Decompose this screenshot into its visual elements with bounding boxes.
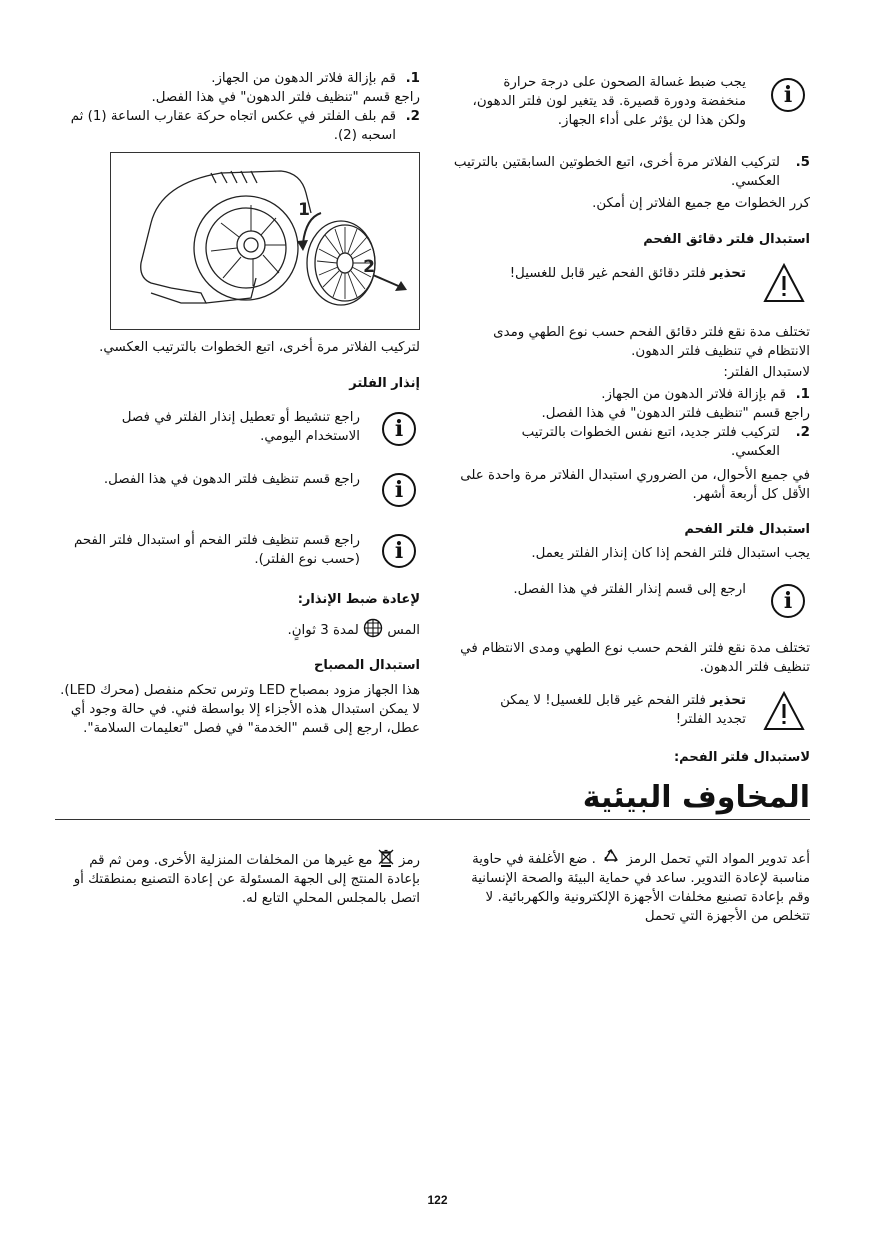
step-number: 1. bbox=[405, 71, 420, 86]
step-text: لتركيب فلتر جديد، اتبع نفس الخطوات بالترتيب العكسي. bbox=[521, 425, 780, 459]
env-weee-text bbox=[55, 848, 420, 908]
right-step-5 bbox=[448, 153, 810, 191]
env-text-part: أعد تدوير المواد التي تحمل الرمز bbox=[626, 852, 810, 867]
info-icon: i bbox=[382, 473, 416, 507]
repeat-text: كرر الخطوات مع جميع الفلاتر إن أمكن. bbox=[592, 196, 810, 211]
filter-touch-icon bbox=[363, 618, 383, 638]
left-step-2 bbox=[55, 107, 420, 145]
carbon-text: يجب استبدال فلتر الفحم إذا كان إنذار الفلتر يعمل. bbox=[531, 546, 810, 561]
env-text-part: رمز bbox=[398, 853, 420, 868]
env-text-part: مع غيرها من المخلفات المنزلية الأخرى. ومن ثم قم بإعادة المنتج إلى الجهة المسئولة عن إعادة التصنيع بمنطقتك أو اتصل بالمجلس المحلي التابع له. bbox=[73, 853, 420, 906]
info-icon: i bbox=[771, 78, 805, 112]
lamp-text: هذا الجهاز مزود بمصباح LED وترس تحكم منفصل (محرك LED). لا يمكن استبدال هذه الأجزاء إلا بواسطة فني. في حالة وجود أي عطل، ارجع إلى قسم "الخدمة" في فصل "تعليمات السلامة". bbox=[60, 683, 420, 736]
environment-title: المخاوف البيئية bbox=[582, 780, 810, 815]
efficacy-text-1: تختلف مدة نقع فلتر دقائق الفحم حسب نوع الطهي ومدى الانتظام في تنظيف فلتر الدهون. bbox=[493, 325, 810, 359]
warning-icon bbox=[763, 691, 805, 731]
reset-alarm-text bbox=[55, 618, 420, 640]
left-step-list bbox=[55, 69, 420, 145]
recycle-icon bbox=[600, 848, 622, 866]
efficacy-text-2: تختلف مدة نقع فلتر الفحم حسب نوع الطهي ومدى الانتظام في تنظيف فلتر الدهون. bbox=[460, 641, 810, 675]
step-text: لتركيب الفلاتر مرة أخرى، اتبع الخطوتين السابقتين بالترتيب العكسي. bbox=[453, 155, 780, 189]
left-step-1 bbox=[55, 69, 420, 88]
filter-removal-figure bbox=[110, 152, 420, 330]
page-number: 122 bbox=[427, 1193, 448, 1207]
hood-filter-illustration bbox=[111, 153, 419, 329]
right-step-2 bbox=[448, 423, 810, 461]
info-icon: i bbox=[771, 584, 805, 618]
step-number: 5. bbox=[795, 155, 810, 170]
figure-label-1: 1 bbox=[298, 200, 310, 220]
reset-alarm-heading: لإعادة ضبط الإنذار: bbox=[297, 592, 420, 607]
right-step-1 bbox=[448, 385, 810, 404]
env-text-part: . ضع الأغلفة في حاوية مناسبة لإعادة التدوير. ساعد في حماية البيئة والصحة الإنسانية وقم بإعادة تصنيع مخلفات الأجهزة الإلكترونية والكهربائية. لا تتخلص من الأجهزة التي تحمل bbox=[471, 852, 810, 924]
step-number: 2. bbox=[795, 425, 810, 440]
info-note-1: راجع تنشيط أو تعطيل إنذار الفلتر في فصل الاستخدام اليومي. bbox=[121, 410, 360, 444]
warning-label: تحذير bbox=[710, 266, 746, 281]
warning-label: تحذير bbox=[710, 693, 746, 708]
lamp-heading: استبدال المصباح bbox=[313, 658, 420, 673]
step-text: قم بإزالة فلاتر الدهون من الجهاز. bbox=[601, 387, 786, 402]
info-icon: i bbox=[382, 412, 416, 446]
to-replace-text: لاستبدال الفلتر: bbox=[723, 365, 810, 380]
crossed-bin-icon bbox=[377, 848, 395, 868]
right-step-list bbox=[448, 385, 810, 461]
step-note: راجع قسم "تنظيف فلتر الدهون" في هذا الفصل. bbox=[151, 90, 420, 105]
step-note: راجع قسم "تنظيف فلتر الدهون" في هذا الفصل. bbox=[541, 406, 810, 421]
info-note-3: راجع قسم تنظيف فلتر الفحم أو استبدال فلتر الفحم (حسب نوع الفلتر). bbox=[73, 533, 360, 567]
warning-2 bbox=[470, 691, 746, 729]
section-divider bbox=[55, 819, 810, 820]
figure-label-2: 2 bbox=[363, 257, 375, 277]
warning-text: فلتر الفحم غير قابل للغسيل! لا يمكن تجديد الفلتر! bbox=[500, 693, 746, 727]
step-number: 2. bbox=[405, 109, 420, 124]
env-recycle-text bbox=[448, 848, 810, 926]
info-icon: i bbox=[382, 534, 416, 568]
step-text: قم بلف الفلتر في عكس اتجاه حركة عقارب الساعة (1) ثم اسحبه (2). bbox=[70, 109, 396, 143]
to-replace-carbon-heading: لاستبدال فلتر الفحم: bbox=[673, 750, 810, 765]
reset-text-a: المس bbox=[387, 623, 420, 638]
info-dishwasher-note: يجب ضبط غسالة الصحون على درجة حرارة منخفضة ودورة قصيرة. قد يتغير لون فلتر الدهون، ولكن هذا لن يؤثر على أداء الجهاز. bbox=[472, 75, 746, 128]
every-case-text: في جميع الأحوال، من الضروري استبدال الفلاتر مرة واحدة على الأقل كل أربعة أشهر. bbox=[460, 468, 810, 502]
warning-icon bbox=[763, 263, 805, 303]
step-number: 1. bbox=[795, 387, 810, 402]
warning-text: فلتر دقائق الفحم غير قابل للغسيل! bbox=[509, 266, 706, 281]
step-text: قم بإزالة فلاتر الدهون من الجهاز. bbox=[211, 71, 396, 86]
warning-1 bbox=[470, 264, 746, 283]
reset-text-b: لمدة 3 ثوانٍ. bbox=[287, 623, 359, 638]
carbon-heading: استبدال فلتر الفحم bbox=[684, 522, 810, 537]
reinstall-text: لتركيب الفلاتر مرة أخرى، اتبع الخطوات بالترتيب العكسي. bbox=[99, 340, 420, 355]
info-carbon-note: ارجع إلى قسم إنذار الفلتر في هذا الفصل. bbox=[513, 582, 746, 597]
carbon-particle-heading: استبدال فلتر دقائق الفحم bbox=[643, 232, 810, 247]
info-note-2: راجع قسم تنظيف فلتر الدهون في هذا الفصل. bbox=[103, 472, 360, 487]
filter-alarm-heading: إنذار الفلتر bbox=[349, 376, 420, 391]
